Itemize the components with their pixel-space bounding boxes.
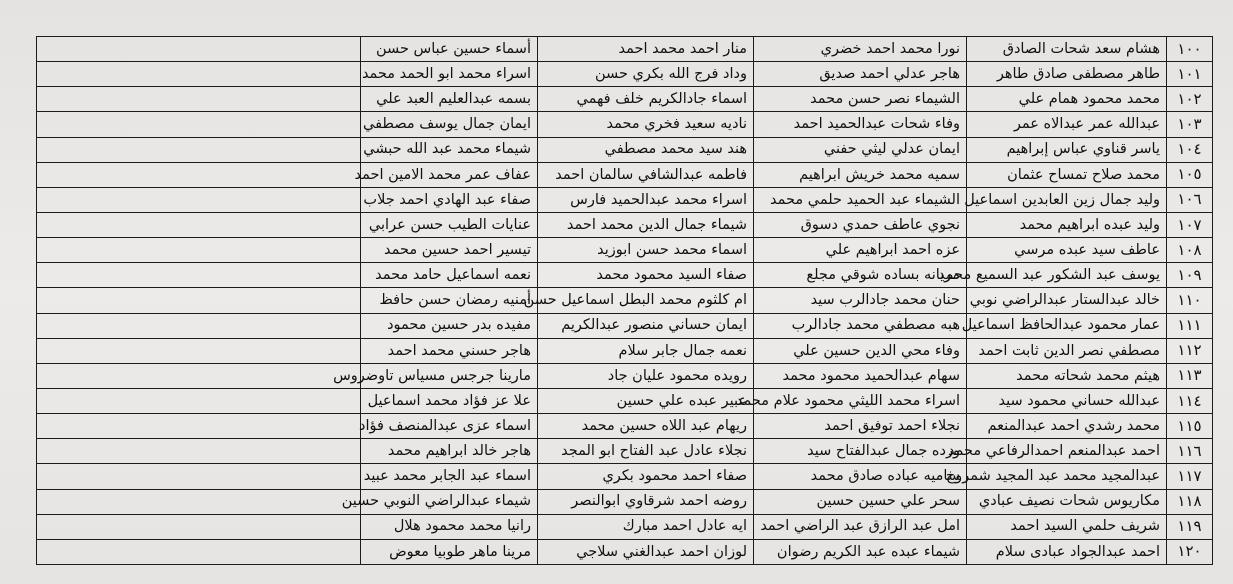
- empty-cell: [37, 464, 361, 489]
- name-cell: هند سيد محمد مصطفي: [538, 137, 754, 162]
- name-cell: اسماء عزى عبدالمنصف فؤاد: [361, 414, 538, 439]
- name-cell: عبدالمجيد محمد عبد المجيد شمروخ: [967, 464, 1167, 489]
- name-cell: نجلاء احمد توفيق احمد: [754, 414, 967, 439]
- row-number: ١٠١: [1167, 62, 1213, 87]
- name-cell: شيماء عبده عبد الكريم رضوان: [754, 539, 967, 564]
- name-cell: نعمه اسماعيل حامد محمد: [361, 263, 538, 288]
- empty-cell: [37, 137, 361, 162]
- empty-cell: [37, 439, 361, 464]
- name-cell: احمد عبدالجواد عبادى سلام: [967, 539, 1167, 564]
- name-cell: ايمان عدلي ليثي حفني: [754, 137, 967, 162]
- name-cell: احمد عبدالمنعم احمدالرفاعي محمد: [967, 439, 1167, 464]
- row-number: ١٠٢: [1167, 87, 1213, 112]
- row-number: ١٢٠: [1167, 539, 1213, 564]
- name-cell: شيماء جمال الدين محمد احمد: [538, 212, 754, 237]
- name-cell: محمد صلاح تمساح عثمان: [967, 162, 1167, 187]
- row-number: ١٠٨: [1167, 238, 1213, 263]
- name-cell: عبدالله حساني محمود سيد: [967, 388, 1167, 413]
- name-cell: تيسير احمد حسين محمد: [361, 238, 538, 263]
- empty-cell: [37, 313, 361, 338]
- table-row: [37, 37, 1213, 62]
- name-cell: عزه احمد ابراهيم علي: [754, 238, 967, 263]
- name-cell: ورده جمال عبدالفتاح سيد: [754, 439, 967, 464]
- empty-cell: [37, 238, 361, 263]
- name-cell: مارينا جرجس مسياس تاوضروس: [361, 363, 538, 388]
- empty-cell: [37, 363, 361, 388]
- row-number: ١١٨: [1167, 489, 1213, 514]
- name-cell: رويده محمود عليان جاد: [538, 363, 754, 388]
- name-cell: هاجر حسني محمد احمد: [361, 338, 538, 363]
- table-row: [37, 187, 1213, 212]
- empty-cell: [37, 414, 361, 439]
- name-cell: اسراء محمد ابو الحمد محمد: [361, 62, 538, 87]
- row-number: ١١٥: [1167, 414, 1213, 439]
- name-cell: وليد جمال زين العابدين اسماعيل: [967, 187, 1167, 212]
- name-cell: نورا محمد احمد خضري: [754, 37, 967, 62]
- empty-cell: [37, 288, 361, 313]
- name-cell: مصطفي نصر الدين ثابت احمد: [967, 338, 1167, 363]
- table-row: [37, 263, 1213, 288]
- name-cell: صفاء عبد الهادي احمد جلاب: [361, 187, 538, 212]
- name-cell: شريف حلمي السيد احمد: [967, 514, 1167, 539]
- table-row: [37, 539, 1213, 564]
- name-cell: صفاء احمد محمود بكري: [538, 464, 754, 489]
- name-cell: هشام سعد شحات الصادق: [967, 37, 1167, 62]
- row-number: ١٠٣: [1167, 112, 1213, 137]
- table-row: [37, 212, 1213, 237]
- row-number: ١١٩: [1167, 514, 1213, 539]
- row-number: ١١٢: [1167, 338, 1213, 363]
- name-cell: اسراء محمد الليثي محمود علام محمد: [754, 388, 967, 413]
- empty-cell: [37, 539, 361, 564]
- name-cell: أسماء حسين عباس حسن: [361, 37, 538, 62]
- empty-cell: [37, 212, 361, 237]
- empty-cell: [37, 62, 361, 87]
- name-cell: وفاء شحات عبدالحميد احمد: [754, 112, 967, 137]
- name-cell: فاطمه عبدالشافي سالمان احمد: [538, 162, 754, 187]
- name-cell: حنان محمد جادالرب سيد: [754, 288, 967, 313]
- table-row: [37, 313, 1213, 338]
- empty-cell: [37, 338, 361, 363]
- name-cell: نجوي عاطف حمدي دسوق: [754, 212, 967, 237]
- name-cell: اسراء محمد عبدالحميد فارس: [538, 187, 754, 212]
- empty-cell: [37, 489, 361, 514]
- name-cell: ياسر قناوي عباس إبراهيم: [967, 137, 1167, 162]
- name-cell: عاطف سيد عبده مرسي: [967, 238, 1167, 263]
- name-cell: مريانه بساده شوقي مجلع: [754, 263, 967, 288]
- empty-cell: [37, 162, 361, 187]
- empty-cell: [37, 112, 361, 137]
- name-cell: لوزان احمد عبدالغني سلاجي: [538, 539, 754, 564]
- name-cell: سحر علي حسين حسين: [754, 489, 967, 514]
- table-row: [37, 489, 1213, 514]
- table-row: [37, 388, 1213, 413]
- name-cell: ناديه سعيد فخري محمد: [538, 112, 754, 137]
- name-cell: خالد عبدالستار عبدالراضي نوبي: [967, 288, 1167, 313]
- empty-cell: [37, 263, 361, 288]
- row-number: ١٠٤: [1167, 137, 1213, 162]
- name-cell: الشيماء نصر حسن محمد: [754, 87, 967, 112]
- name-cell: ام كلثوم محمد البطل اسماعيل حسن: [538, 288, 754, 313]
- row-number: ١٠٧: [1167, 212, 1213, 237]
- name-cell: هيثم محمد شحاته محمد: [967, 363, 1167, 388]
- name-cell: مكاريوس شحات نصيف عبادي: [967, 489, 1167, 514]
- empty-cell: [37, 37, 361, 62]
- name-cell: عبدالله عمر عبدالاه عمر: [967, 112, 1167, 137]
- row-number: ١١٣: [1167, 363, 1213, 388]
- name-cell: وفاء محي الدين حسين علي: [754, 338, 967, 363]
- name-cell: ريهام عبد اللاه حسين محمد: [538, 414, 754, 439]
- name-cell: ساميه عباده صادق محمد: [754, 464, 967, 489]
- name-cell: اسماء عبد الجابر محمد عبيد: [361, 464, 538, 489]
- table-row: [37, 62, 1213, 87]
- table-row: [37, 414, 1213, 439]
- empty-cell: [37, 187, 361, 212]
- name-cell: وليد عبده ابراهيم محمد: [967, 212, 1167, 237]
- row-number: ١١٤: [1167, 388, 1213, 413]
- table-row: [37, 363, 1213, 388]
- name-cell: شيماء محمد عبد الله حبشي: [361, 137, 538, 162]
- name-cell: يوسف عبد الشكور عبد السميع محمد: [967, 263, 1167, 288]
- name-cell: نعمه جمال جابر سلام: [538, 338, 754, 363]
- name-cell: مرينا ماهر طوبيا معوض: [361, 539, 538, 564]
- name-cell: عبير عبده علي حسين: [538, 388, 754, 413]
- name-cell: عمار محمود عبدالحافظ اسماعيل: [967, 313, 1167, 338]
- name-cell: محمد محمود همام علي: [967, 87, 1167, 112]
- row-number: ١١٧: [1167, 464, 1213, 489]
- name-cell: ايمان جمال يوسف مصطفي: [361, 112, 538, 137]
- row-number: ١٠٠: [1167, 37, 1213, 62]
- name-cell: ايه عادل احمد مبارك: [538, 514, 754, 539]
- table-row: [37, 137, 1213, 162]
- name-cell: عنايات الطيب حسن عرابي: [361, 212, 538, 237]
- name-cell: منار احمد محمد احمد: [538, 37, 754, 62]
- name-cell: أمنيه رمضان حسن حافظ: [361, 288, 538, 313]
- name-cell: رانيا محمد محمود هلال: [361, 514, 538, 539]
- name-cell: محمد رشدي احمد عبدالمنعم: [967, 414, 1167, 439]
- table-row: [37, 288, 1213, 313]
- name-cell: روضه احمد شرقاوي ابوالنصر: [538, 489, 754, 514]
- name-cell: الشيماء عبد الحميد حلمي محمد: [754, 187, 967, 212]
- name-cell: مفيده بدر حسين محمود: [361, 313, 538, 338]
- name-cell: طاهر مصطفى صادق طاهر: [967, 62, 1167, 87]
- name-cell: اسماء محمد حسن ابوزيد: [538, 238, 754, 263]
- name-cell: امل عبد الرازق عبد الراضي احمد: [754, 514, 967, 539]
- name-cell: اسماء جادالكريم خلف فهمي: [538, 87, 754, 112]
- table-row: [37, 162, 1213, 187]
- name-cell: هاجر عدلي احمد صديق: [754, 62, 967, 87]
- row-number: ١١٠: [1167, 288, 1213, 313]
- name-cell: هبه مصطفي محمد جادالرب: [754, 313, 967, 338]
- name-cell: عفاف عمر محمد الامين احمد: [361, 162, 538, 187]
- table-row: [37, 338, 1213, 363]
- table-row: [37, 464, 1213, 489]
- table-row: [37, 87, 1213, 112]
- names-table: [36, 36, 1213, 565]
- name-cell: شيماء عبدالراضي النوبي حسين: [361, 489, 538, 514]
- row-number: ١٠٩: [1167, 263, 1213, 288]
- name-cell: هاجر خالد ابراهيم محمد: [361, 439, 538, 464]
- name-cell: بسمه عبدالعليم العبد علي: [361, 87, 538, 112]
- empty-cell: [37, 514, 361, 539]
- row-number: ١٠٥: [1167, 162, 1213, 187]
- empty-cell: [37, 388, 361, 413]
- table-row: [37, 238, 1213, 263]
- name-cell: نجلاء عادل عبد الفتاح ابو المجد: [538, 439, 754, 464]
- row-number: ١١١: [1167, 313, 1213, 338]
- table-row: [37, 112, 1213, 137]
- table-row: [37, 514, 1213, 539]
- name-cell: سهام عبدالحميد محمود محمد: [754, 363, 967, 388]
- name-cell: علا عز فؤاد محمد اسماعيل: [361, 388, 538, 413]
- name-cell: وداد فرج الله بكري حسن: [538, 62, 754, 87]
- name-cell: صفاء السيد محمود محمد: [538, 263, 754, 288]
- names-table-body: [37, 37, 1213, 565]
- row-number: ١١٦: [1167, 439, 1213, 464]
- table-row: [37, 439, 1213, 464]
- name-cell: سميه محمد خريش ابراهيم: [754, 162, 967, 187]
- name-cell: ايمان حساني منصور عبدالكريم: [538, 313, 754, 338]
- empty-cell: [37, 87, 361, 112]
- row-number: ١٠٦: [1167, 187, 1213, 212]
